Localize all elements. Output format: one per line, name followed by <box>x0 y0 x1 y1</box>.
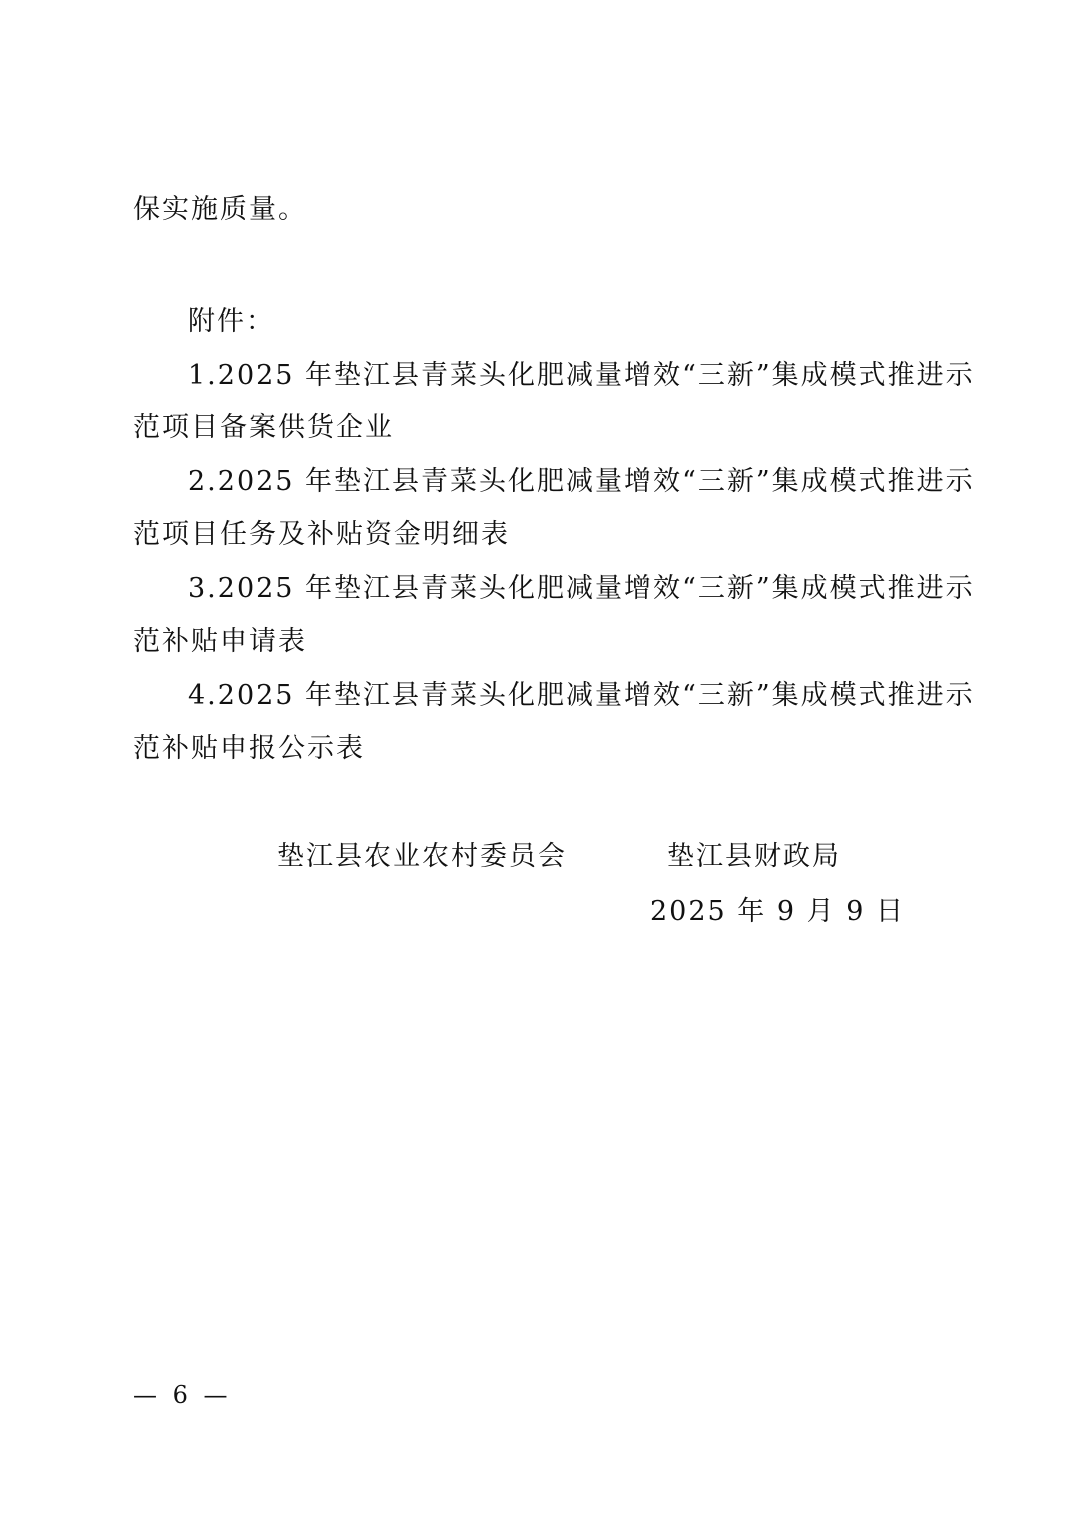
attachment-1-line-2: 范项目备案供货企业 <box>133 412 394 443</box>
issuer-agriculture-committee: 垫江县农业农村委员会 <box>277 841 567 872</box>
attachment-2-line-2: 范项目任务及补贴资金明细表 <box>133 519 510 550</box>
issue-date: 2025 年 9 月 9 日 <box>650 896 905 927</box>
continuation-text: 保实施质量。 <box>133 194 307 225</box>
issuer-finance-bureau: 垫江县财政局 <box>667 841 841 872</box>
attachment-4-line-1: 4.2025 年垫江县青菜头化肥减量增效“三新”集成模式推进示 <box>188 680 975 711</box>
page-number: — 6 — <box>133 1381 232 1409</box>
attachment-1-line-1: 1.2025 年垫江县青菜头化肥减量增效“三新”集成模式推进示 <box>188 360 975 391</box>
attachments-heading: 附件： <box>188 306 275 337</box>
attachment-4-line-2: 范补贴申报公示表 <box>133 733 365 764</box>
attachment-2-line-1: 2.2025 年垫江县青菜头化肥减量增效“三新”集成模式推进示 <box>188 466 975 497</box>
attachment-3-line-1: 3.2025 年垫江县青菜头化肥减量增效“三新”集成模式推进示 <box>188 573 975 604</box>
attachment-3-line-2: 范补贴申请表 <box>133 626 307 657</box>
